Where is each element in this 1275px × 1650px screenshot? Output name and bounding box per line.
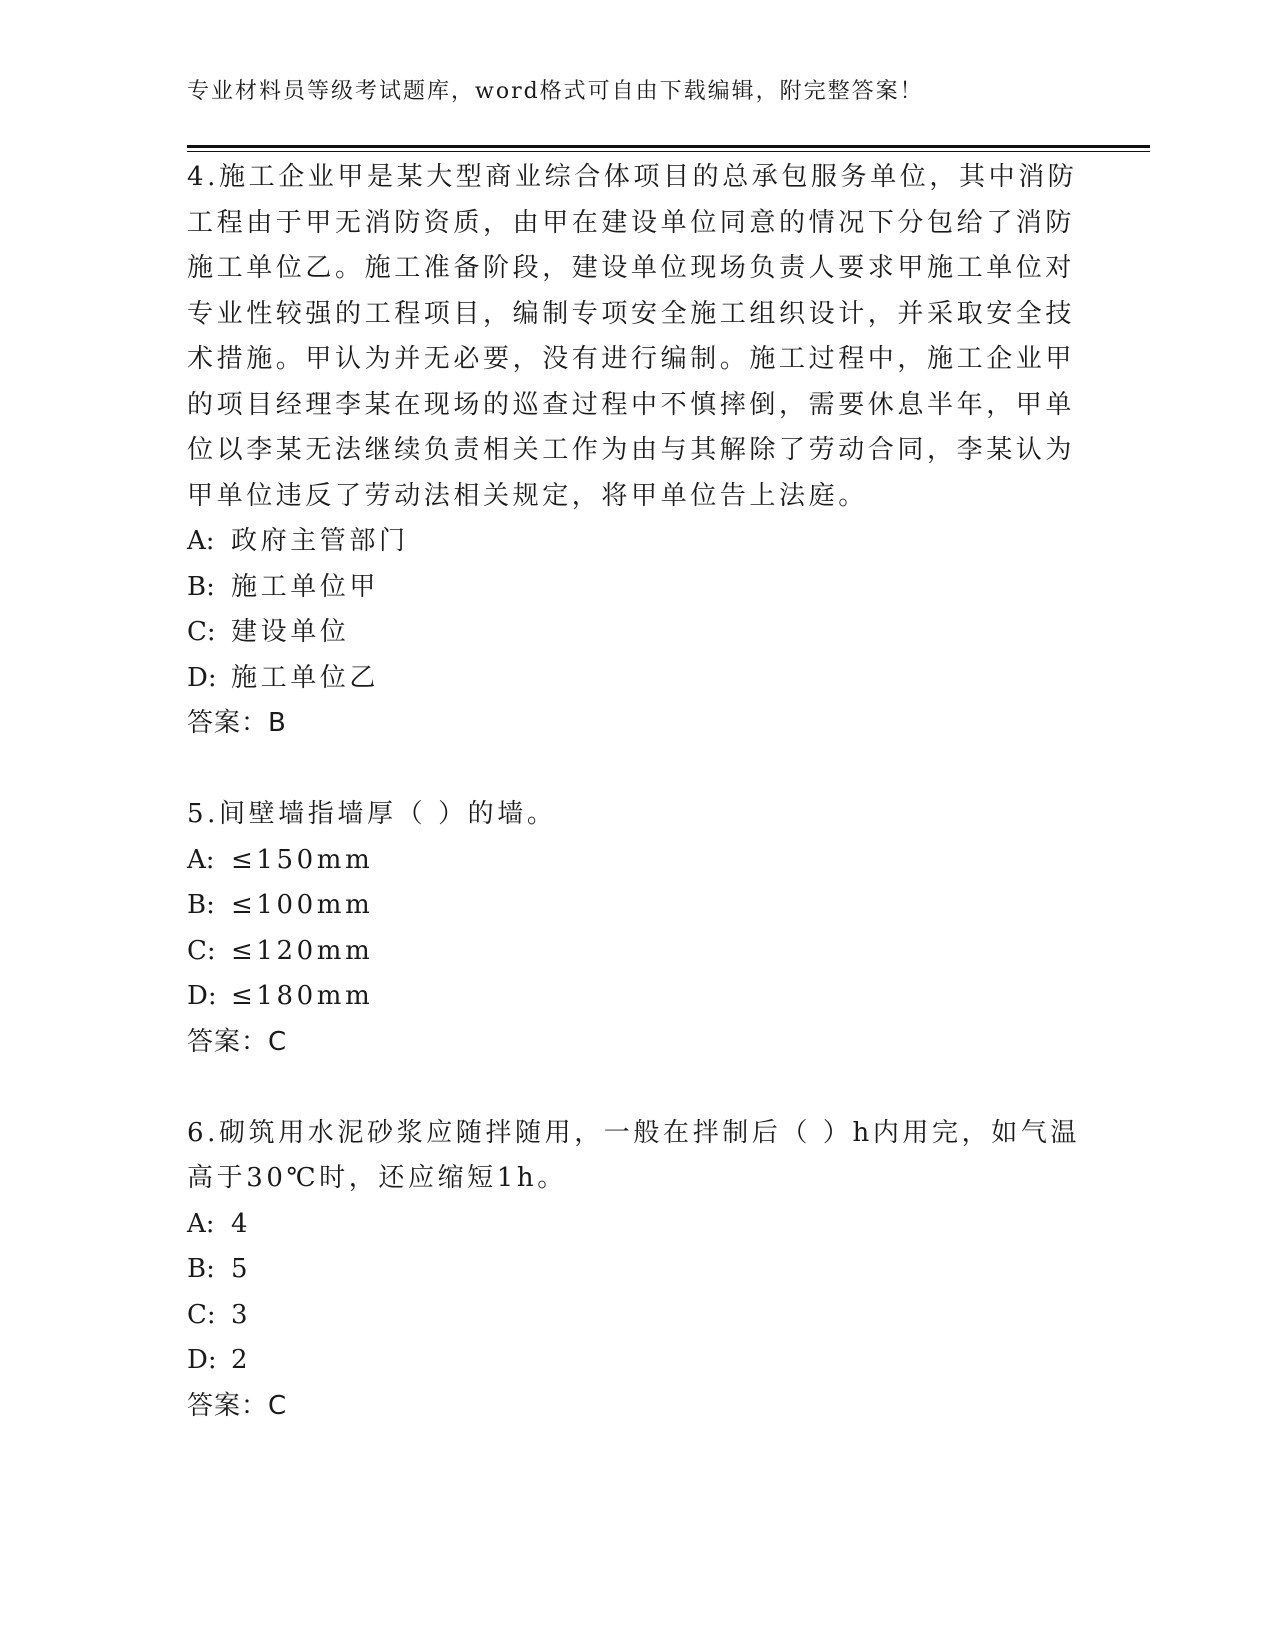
option-a: [187, 838, 1087, 884]
header-rule-thin: [187, 151, 1150, 152]
option-c: [187, 929, 1087, 975]
option-text: ≤180mm: [231, 981, 374, 1011]
option-text: 施工单位甲: [231, 571, 380, 602]
option-letter: C:: [187, 617, 216, 647]
option-letter: A:: [187, 1208, 215, 1239]
option-letter: D:: [187, 662, 217, 693]
option-d: [187, 974, 1087, 1020]
option-b: [187, 883, 1087, 929]
question-list: [187, 155, 1087, 1429]
option-c: [187, 1293, 1087, 1339]
option-letter: C:: [187, 935, 216, 966]
answer-text: 答案：B: [187, 708, 287, 738]
option-text: 3: [231, 1299, 252, 1330]
option-letter: A:: [187, 526, 215, 556]
option-a: [187, 1202, 1087, 1248]
option-letter: D:: [187, 981, 217, 1011]
option-b: [187, 1247, 1087, 1293]
option-text: ≤150mm: [231, 844, 374, 875]
option-text: ≤100mm: [231, 890, 374, 920]
option-d: [187, 656, 1087, 702]
option-letter: B:: [187, 890, 215, 920]
header-rule-thick: [187, 145, 1150, 148]
spacer: [187, 747, 1087, 793]
question-text: 4.施工企业甲是某大型商业综合体项目的总承包服务单位，其中消防工程由于甲无消防资质，由甲在建设单位同意的情况下分包给了消防施工单位乙。施工准备阶段，建设单位现场负责人要求甲施工单位对专业性较强的工程项目，编制专项安全施工组织设计，并采取安全技术措施。甲认为并无必要，没有进行编制。施工过程中，施工企业甲的项目经理李某在现场的巡查过程中不慎摔倒，需要休息半年，甲单位以李某无法继续负责相关工作为由与其解除了劳动合同，李某认为甲单位违反了劳动法相关规定，将甲单位告上法庭。: [187, 162, 1078, 511]
option-letter: C:: [187, 1299, 216, 1330]
question-block: [187, 155, 1087, 747]
option-letter: B:: [187, 1254, 215, 1284]
option-text: ≤120mm: [231, 935, 374, 966]
option-b: [187, 565, 1087, 611]
question-block: [187, 792, 1087, 1065]
question-text: 6.砌筑用水泥砂浆应随拌随用，一般在拌制后（ ）h内用完，如气温高于30℃时，还应缩短1h。: [187, 1117, 1081, 1193]
question-block: [187, 1111, 1087, 1430]
option-letter: B:: [187, 571, 215, 602]
option-text: 5: [231, 1254, 252, 1284]
answer-text: 答案：C: [187, 1390, 288, 1421]
option-text: 政府主管部门: [231, 526, 409, 556]
option-c: [187, 610, 1087, 656]
page-header-text: 专业材料员等级考试题库，word格式可自由下载编辑，附完整答案！: [187, 79, 924, 104]
option-d: [187, 1338, 1087, 1384]
option-letter: D:: [187, 1345, 217, 1375]
option-text: 2: [231, 1345, 252, 1375]
option-text: 施工单位乙: [231, 662, 380, 693]
spacer: [187, 1065, 1087, 1111]
option-text: 4: [231, 1208, 252, 1239]
answer-text: 答案：C: [187, 1026, 288, 1057]
question-text: 5.间壁墙指墙厚（ ）的墙。: [187, 799, 557, 829]
option-letter: A:: [187, 844, 215, 875]
option-text: 建设单位: [231, 617, 350, 647]
option-a: [187, 519, 1087, 565]
